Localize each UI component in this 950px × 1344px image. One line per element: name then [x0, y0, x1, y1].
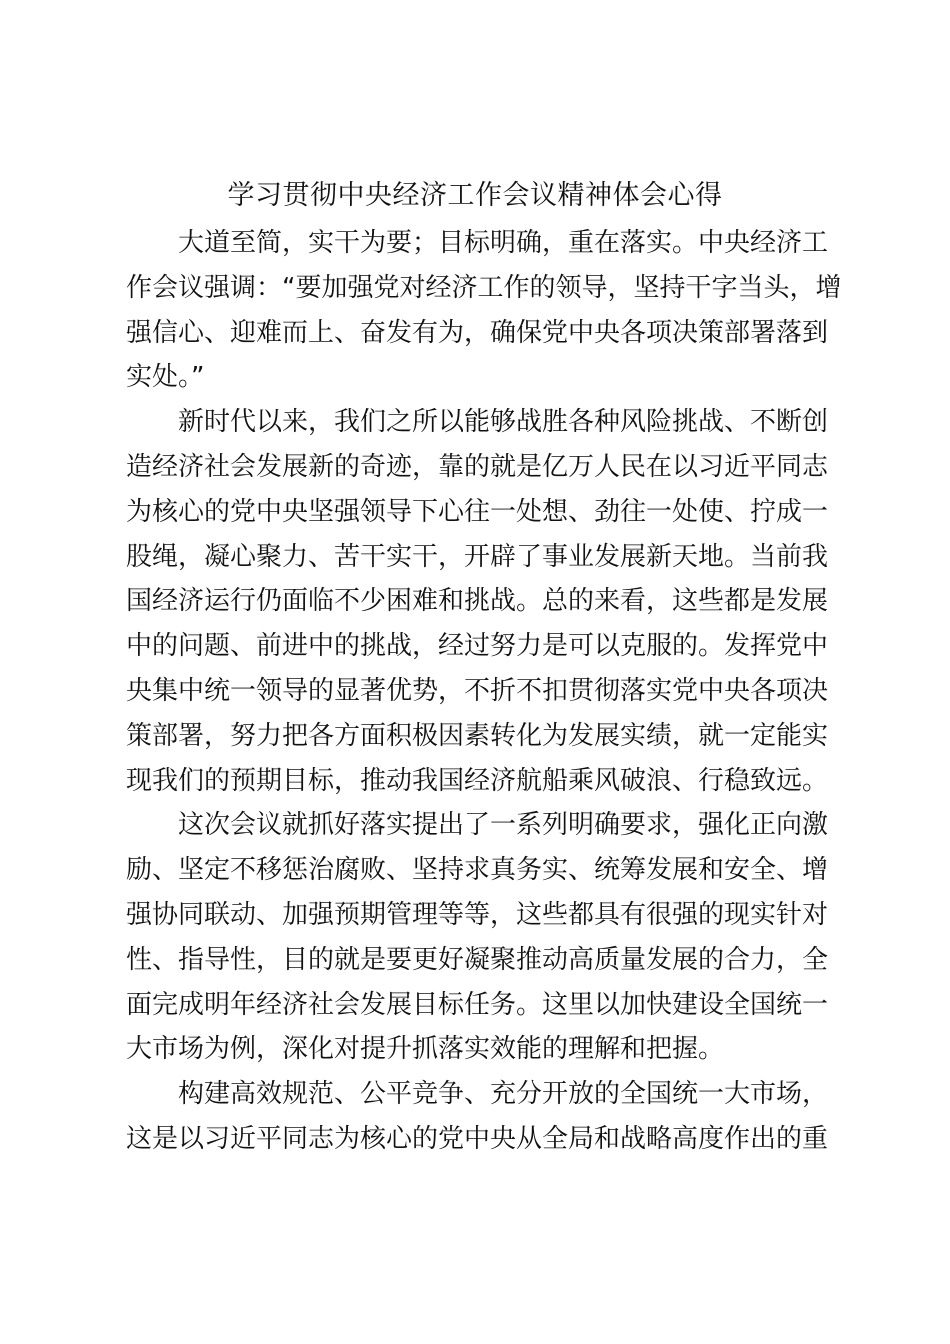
paragraph-2-line-6: 中的问题、前进中的挑战，经过努力是可以克服的。发挥党中	[126, 631, 829, 662]
paragraph-2-line-5: 国经济运行仍面临不少困难和挑战。总的来看，这些都是发展	[126, 586, 829, 617]
paragraph-2-line-4: 股绳，凝心聚力、苦干实干，开辟了事业发展新天地。当前我	[126, 541, 829, 572]
paragraph-1-line-3: 强信心、迎难而上、奋发有为，确保党中央各项决策部署落到	[126, 317, 829, 348]
paragraph-2-line-8: 策部署，努力把各方面积极因素转化为发展实绩，就一定能实	[126, 720, 829, 751]
paragraph-4-line-1: 构建高效规范、公平竞争、充分开放的全国统一大市场，	[178, 1079, 829, 1110]
paragraph-2-line-7: 央集中统一领导的显著优势，不折不扣贯彻落实党中央各项决	[126, 675, 829, 706]
paragraph-1-line-4: 实处。”	[126, 362, 205, 393]
paragraph-3-line-2: 励、坚定不移惩治腐败、坚持求真务实、统筹发展和安全、增	[126, 855, 829, 886]
paragraph-2-line-2: 造经济社会发展新的奇迹，靠的就是亿万人民在以习近平同志	[126, 451, 829, 482]
paragraph-2-line-9: 现我们的预期目标，推动我国经济航船乘风破浪、行稳致远。	[126, 765, 829, 796]
paragraph-1-line-1: 大道至简，实干为要；目标明确，重在落实。中央经济工	[178, 228, 829, 258]
paragraph-3-line-4: 性、指导性，目的就是要更好凝聚推动高质量发展的合力，全	[126, 944, 829, 975]
paragraph-2-line-3: 为核心的党中央坚强领导下心往一处想、劲往一处使、拧成一	[126, 496, 829, 527]
document-body	[126, 221, 842, 1162]
paragraph-1-line-2: 作会议强调：“要加强党对经济工作的领导，坚持干字当头，增	[126, 272, 842, 303]
document-title: 学习贯彻中央经济工作会议精神体会心得	[227, 180, 723, 211]
paragraph-2-line-1: 新时代以来，我们之所以能够战胜各种风险挑战、不断创	[178, 407, 829, 438]
paragraph-3-line-6: 大市场为例，深化对提升抓落实效能的理解和把握。	[126, 1034, 725, 1065]
paragraph-3-line-1: 这次会议就抓好落实提出了一系列明确要求，强化正向激	[178, 810, 829, 841]
paragraph-3-line-5: 面完成明年经济社会发展目标任务。这里以加快建设全国统一	[126, 989, 829, 1020]
paragraph-3-line-3: 强协同联动、加强预期管理等等，这些都具有很强的现实针对	[126, 899, 829, 930]
paragraph-4-line-2: 这是以习近平同志为核心的党中央从全局和战略高度作出的重	[126, 1123, 829, 1154]
